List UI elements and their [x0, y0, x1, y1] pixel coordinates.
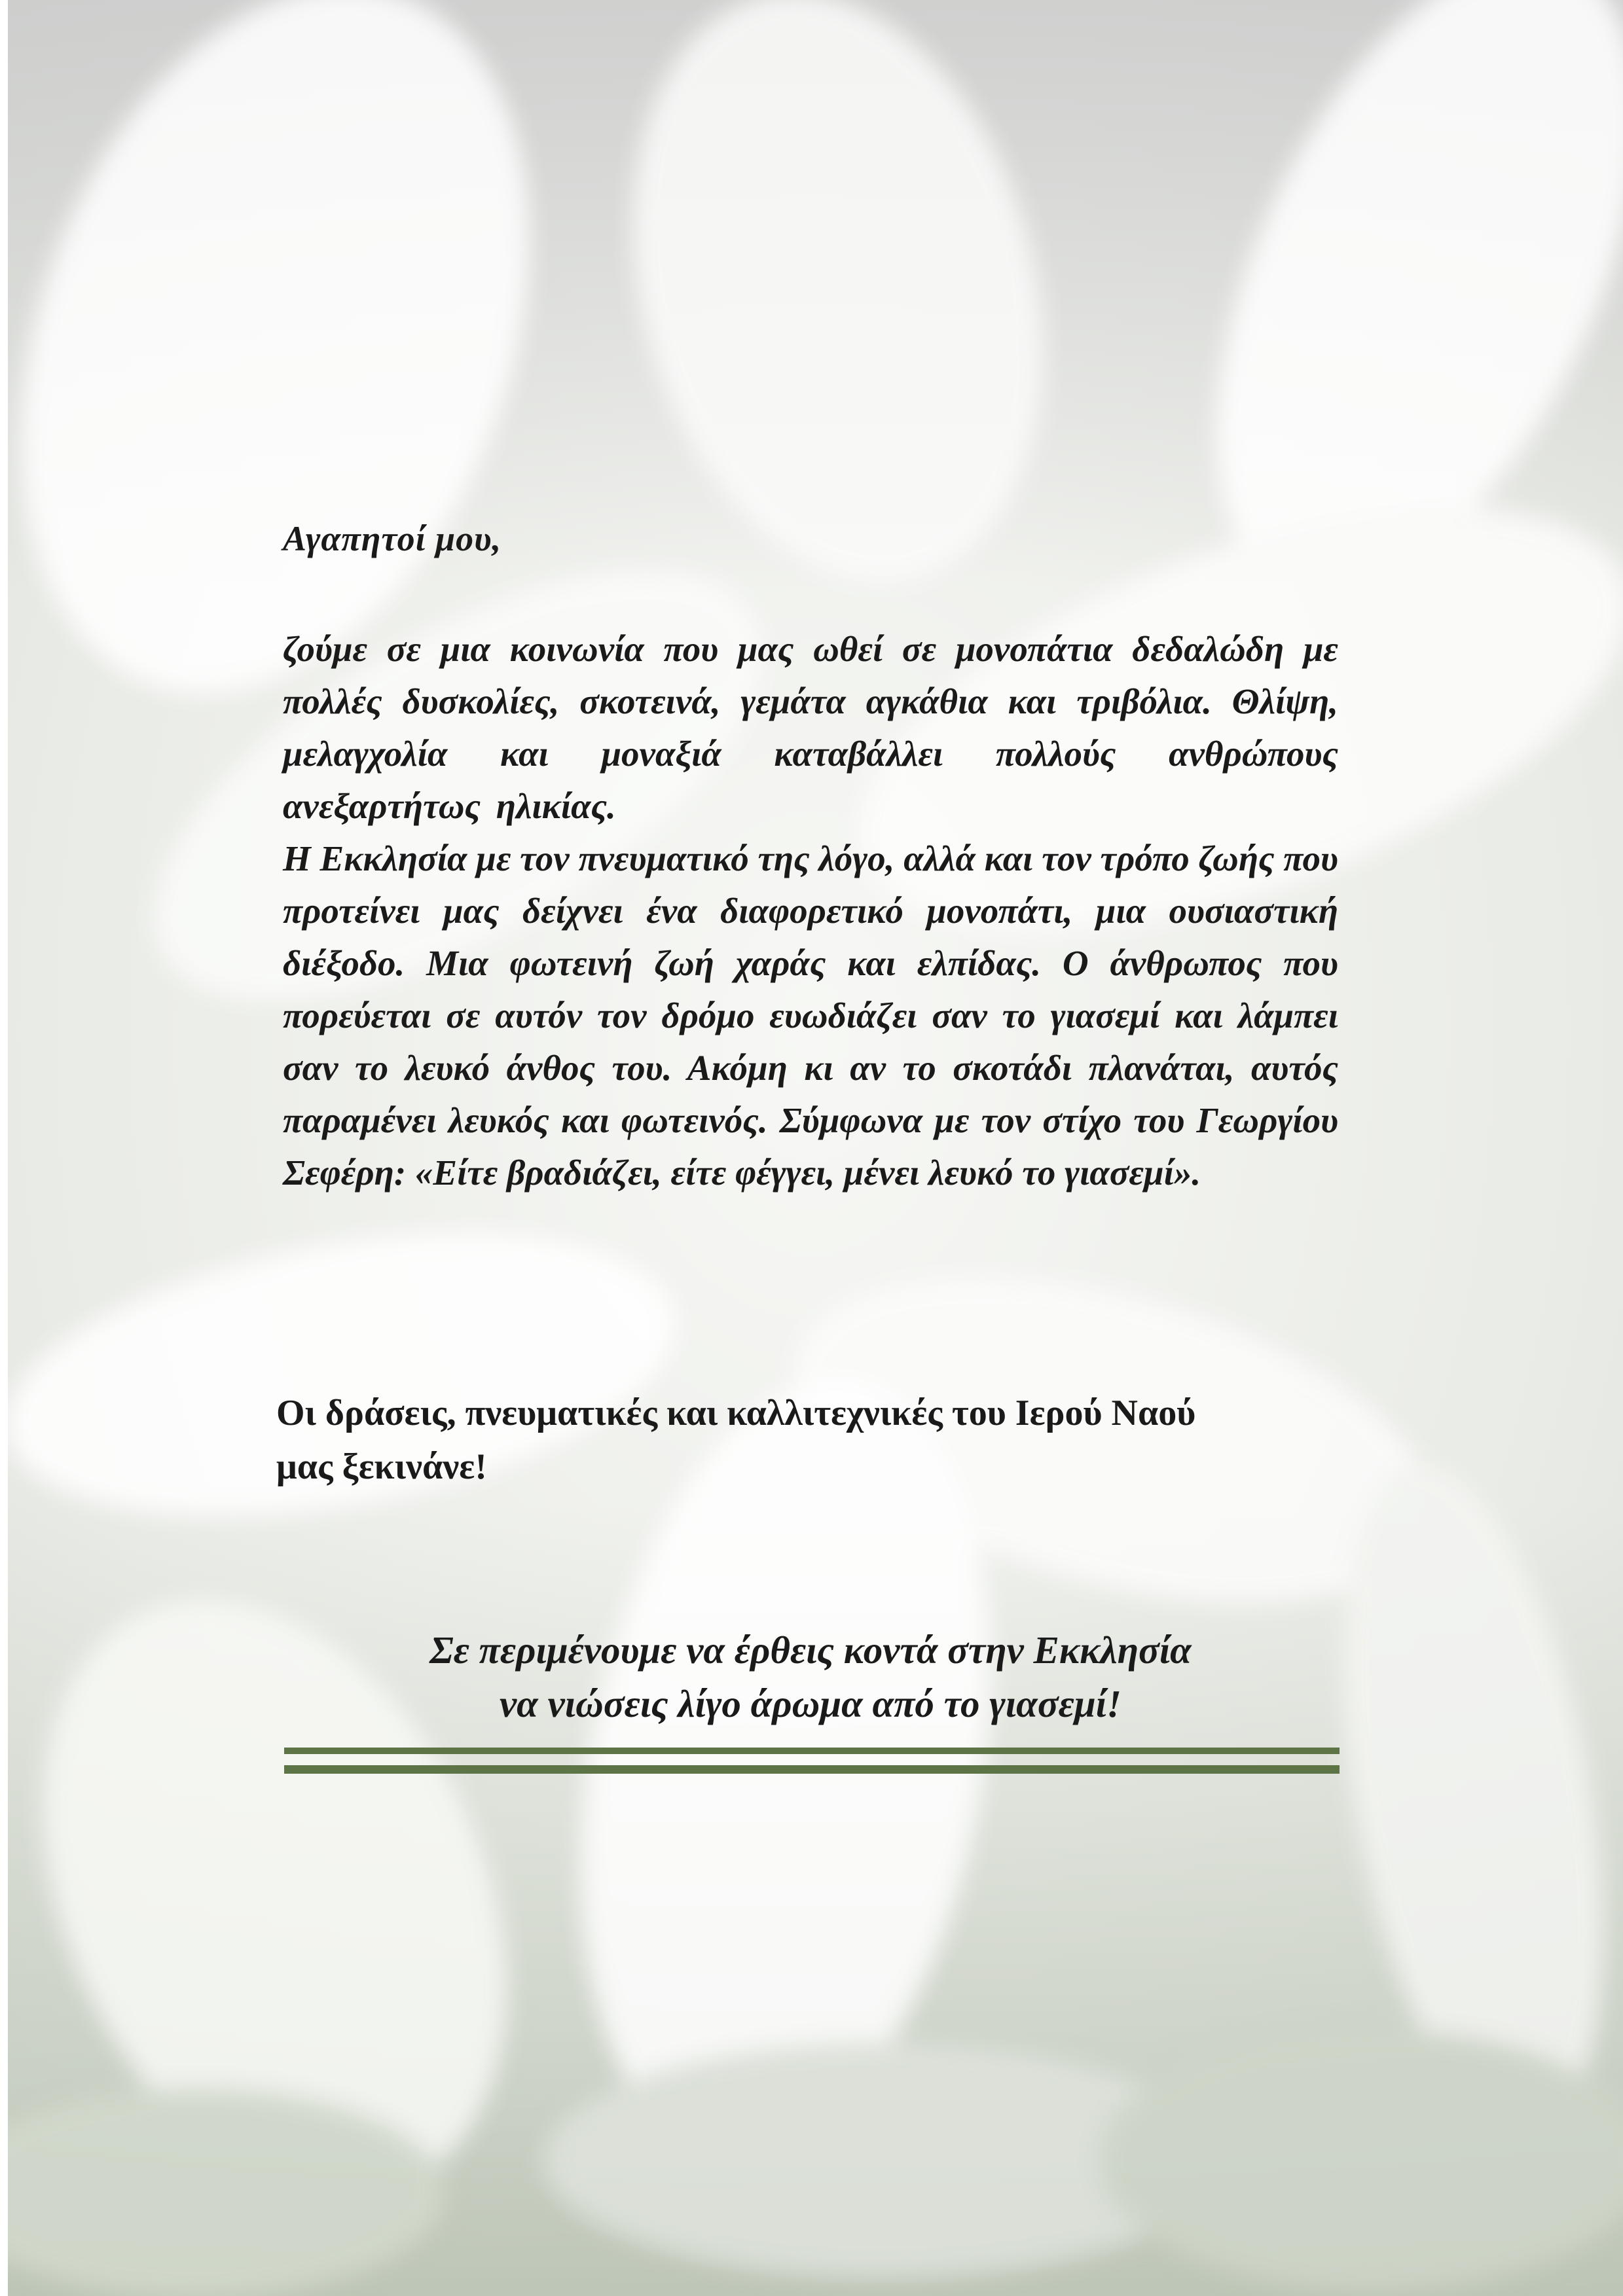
closing-invitation: [283, 1623, 1338, 1731]
letter-body: [283, 623, 1338, 1199]
closing-line-2: να νιώσεις λίγο άρωμα από το γιασεμί!: [500, 1682, 1122, 1725]
announcement-line-2: μας ξεκινάνε!: [276, 1446, 487, 1487]
closing-line-1: Σε περιμένουμε να έρθεις κοντά στην Εκκλησία: [429, 1628, 1192, 1672]
decorative-rule-thin: [284, 1748, 1340, 1754]
decorative-rule-thick: [284, 1765, 1340, 1774]
page-left-edge: [0, 0, 8, 2296]
announcement-line-1: Οι δράσεις, πνευματικές και καλλιτεχνικές του Ιερού Ναού: [276, 1393, 1196, 1433]
letter-greeting: Αγαπητοί μου,: [283, 519, 502, 558]
letter-paragraph-1: ζούμε σε μια κοινωνία που μας ωθεί σε μονοπάτια δεδαλώδη με πολλές δυσκολίες, σκοτεινά, γεμάτα αγκάθια και τριβόλια. Θλίψη, μελαγχολία και μοναξιά καταβάλλει πολλούς ανθρώπους ανεξαρτήτως ηλικίας.: [283, 629, 1338, 826]
announcement: [276, 1386, 1363, 1494]
letter-paragraph-2: Η Εκκλησία με τον πνευματικό της λόγο, αλλά και τον τρόπο ζωής που προτείνει μας δείχνει ένα διαφορετικό μονοπάτι, μια ουσιαστική διέξοδο. Μια φωτεινή ζωή χαράς και ελπίδας. Ο άνθρωπος που πορεύεται σε αυτόν τον δρόμο ευωδιάζει σαν το γιασεμί και λάμπει σαν το λευκό άνθος του. Ακόμη κι αν το σκοτάδι πλανάται, αυτός παραμένει λευκός και φωτεινός. Σύμφωνα με τον στίχο του Γεωργίου Σεφέρη: «Είτε βραδιάζει, είτε φέγγει, μένει λευκό το γιασεμί».: [283, 838, 1338, 1193]
